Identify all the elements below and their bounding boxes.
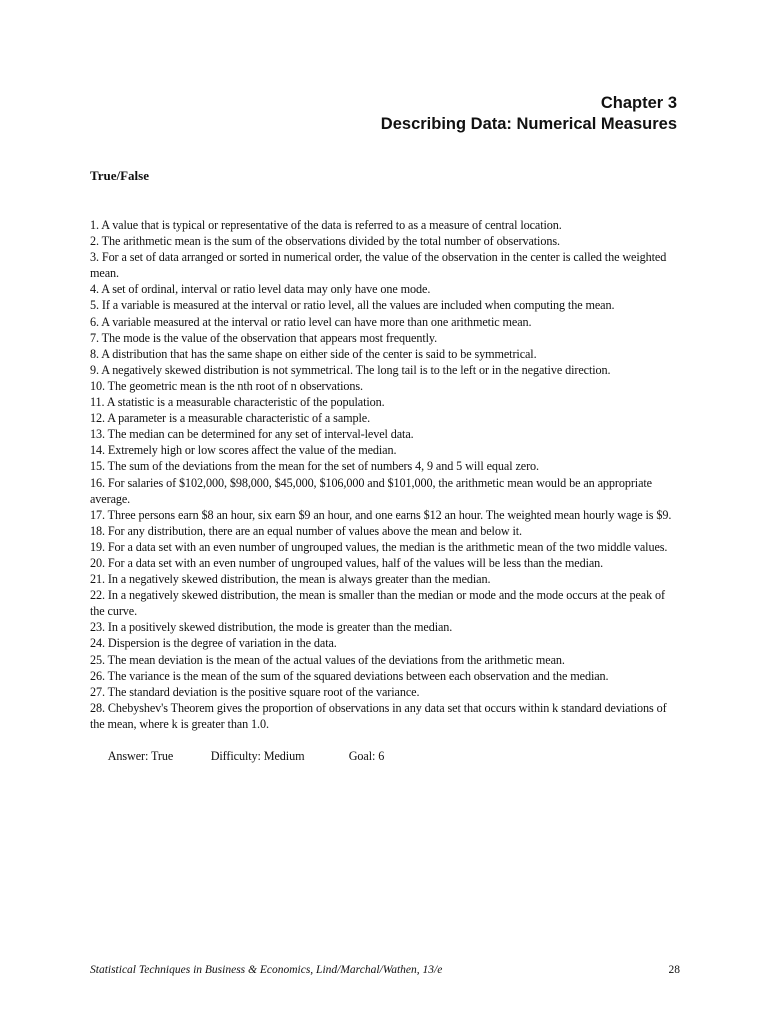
question-item: 16. For salaries of $102,000, $98,000, $45,000, $106,000 and $101,000, the arithmetic mean would be an appropriate average. [90,475,652,506]
answer-line [90,732,682,780]
question-item: 3. For a set of data arranged or sorted in numerical order, the value of the observation in the center is called the weighted mean. [90,250,667,281]
answer-value: Answer: True [107,749,174,764]
goal-value: Goal: 6 [348,749,385,764]
chapter-header [381,93,677,135]
question-item: 12. A parameter is a measurable characteristic of a sample. [90,411,371,426]
question-item: 1. A value that is typical or representative of the data is referred to as a measure of central location. [90,218,562,232]
question-item: 23. In a positively skewed distribution, the mode is greater than the median. [90,620,453,635]
question-item: 11. A statistic is a measurable characteristic of the population. [90,395,385,410]
question-item: 9. A negatively skewed distribution is not symmetrical. The long tail is to the left or in the negative direction. [90,362,611,377]
question-item: 27. The standard deviation is the positive square root of the variance. [90,684,420,699]
question-item: 24. Dispersion is the degree of variation in the data. [90,636,337,651]
question-item: 21. In a negatively skewed distribution, the mean is always greater than the median. [90,572,491,587]
question-item: 4. A set of ordinal, interval or ratio level data may only have one mode. [90,282,431,297]
question-item: 18. For any distribution, there are an equal number of values above the mean and below it. [90,523,522,538]
question-item: 25. The mean deviation is the mean of the actual values of the deviations from the arithmetic mean. [90,652,565,667]
chapter-number: Chapter 3 [600,94,677,112]
question-item: 2. The arithmetic mean is the sum of the observations divided by the total number of observations. [90,234,560,249]
question-item: 20. For a data set with an even number of ungrouped values, half of the values will be less than the median. [90,555,604,570]
question-item: 7. The mode is the value of the observation that appears most frequently. [90,330,438,345]
question-item: 26. The variance is the mean of the sum of the squared deviations between each observation and the median. [90,668,609,683]
question-item: 28. Chebyshev's Theorem gives the proportion of observations in any data set that occurs within k standard deviations of the mean, where k is greater than 1.0. [90,700,667,731]
page-number: 28 [668,964,680,976]
question-item: 17. Three persons earn $8 an hour, six earn $9 an hour, and one earns $12 an hour. The weighted mean hourly wage is $9. [90,507,672,522]
question-item: 5. If a variable is measured at the interval or ratio level, all the values are included when computing the mean. [90,298,615,313]
question-item: 10. The geometric mean is the nth root of n observations. [90,378,363,393]
section-heading: True/False [90,168,149,183]
question-item: 14. Extremely high or low scores affect the value of the median. [90,443,397,458]
question-item: 13. The median can be determined for any set of interval-level data. [90,427,414,442]
question-item: 22. In a negatively skewed distribution, the mean is smaller than the median or mode and the mode occurs at the peak of the curve. [90,588,665,619]
question-item: 8. A distribution that has the same shape on either side of the center is said to be symmetrical. [90,346,537,361]
footer-book-title: Statistical Techniques in Business & Economics, Lind/Marchal/Wathen, 13/e [90,964,443,976]
page-footer [90,964,680,976]
question-item: 6. A variable measured at the interval or ratio level can have more than one arithmetic mean. [90,314,532,329]
question-list [90,217,682,780]
chapter-title: Describing Data: Numerical Measures [380,115,677,133]
question-item: 15. The sum of the deviations from the mean for the set of numbers 4, 9 and 5 will equal zero. [90,459,539,474]
difficulty-value: Difficulty: Medium [210,749,305,764]
question-item: 19. For a data set with an even number of ungrouped values, the median is the arithmetic mean of the two middle values. [90,539,668,554]
